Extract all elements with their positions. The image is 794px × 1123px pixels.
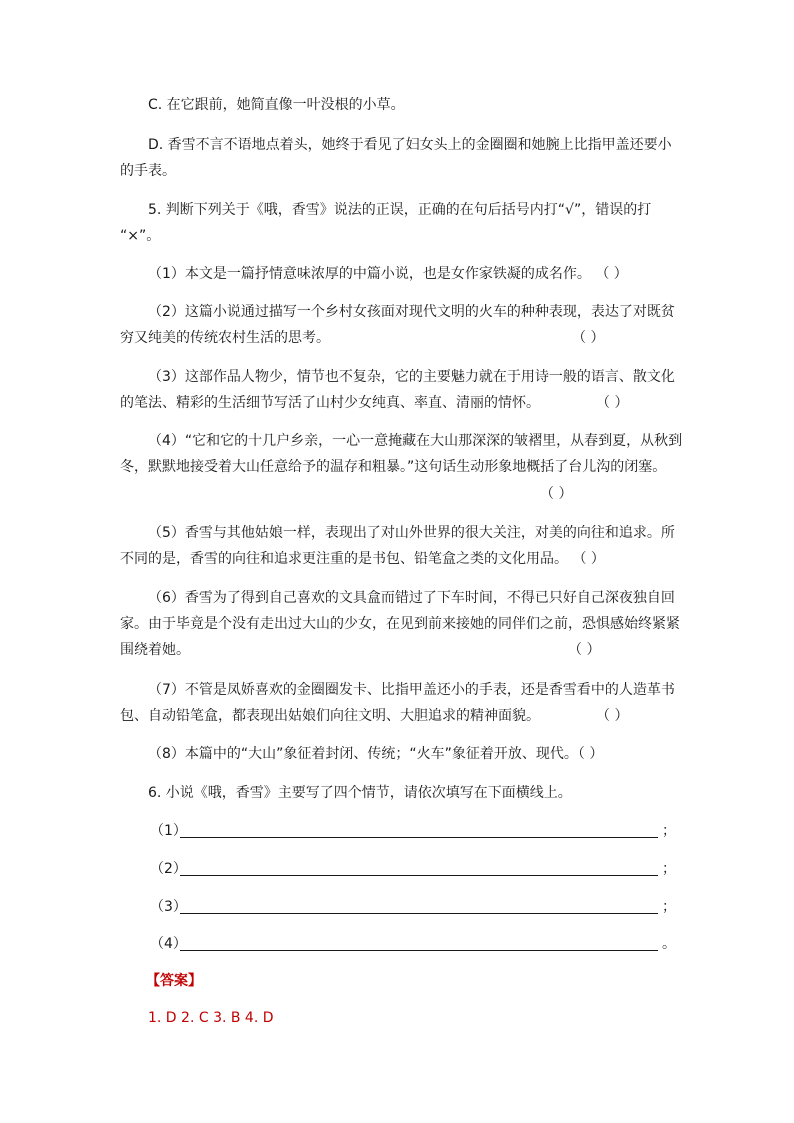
statement-3-paren: （ ） [596,395,629,411]
statement-7-line1: （7）不管是凤娇喜欢的金圈圈发卡、比指甲盖还小的手表，还是香雪看中的人造革书 [148,682,675,698]
fill-blank-1[interactable] [150,821,680,843]
fill-blank-end: ； [662,899,676,915]
statement-4-paren: （ ） [540,486,573,502]
option-c: C. 在它跟前，她简直像一叶没根的小草。 [148,97,405,113]
answer-label: 【答案】 [146,973,202,989]
option-d-line1: D. 香雪不言不语地点着头，她终于看见了妇女头上的金圈圈和她腕上比指甲盖还要小 [148,137,672,153]
question-5-line1: 5. 判断下列关于《哦，香雪》说法的正误，正确的在句后括号内打“√”，错误的打 [148,202,652,218]
fill-blank-number: （3） [150,899,187,915]
fill-blank-end: ； [662,823,676,839]
fill-blank-2[interactable] [150,859,680,881]
statement-2-paren: （ ） [572,330,605,346]
fill-blank-number: （4） [150,936,187,952]
fill-blank-number: （2） [150,861,187,877]
question-5-line2: “×”。 [120,228,161,244]
statement-6-paren: （ ） [568,642,601,658]
statement-3-line2: 的笔法、精彩的生活细节写活了山村少女纯真、率直、清丽的情怀。 [120,395,540,411]
fill-blank-line[interactable] [180,913,658,914]
statement-5-line1: （5）香雪与其他姑娘一样，表现出了对山外世界的很大关注，对美的向往和追求。所 [148,525,675,541]
statement-7-paren: （ ） [596,708,629,724]
statement-4-line2: 冬，默默地接受着大山任意给予的温存和粗暴。”这句话生动形象地概括了台儿沟的闭塞。 [120,459,667,475]
fill-blank-end: ； [662,861,676,877]
fill-blank-end: 。 [662,936,676,952]
statement-2-line1: （2）这篇小说通过描写一个乡村女孩面对现代文明的火车的种种表现，表达了对既贫 [148,304,675,320]
fill-blank-4[interactable] [150,934,680,956]
fill-blank-3[interactable] [150,897,680,919]
fill-blank-line[interactable] [180,837,658,838]
question-6: 6. 小说《哦，香雪》主要写了四个情节，请依次填写在下面横线上。 [148,785,572,801]
option-d-line2: 的手表。 [120,163,176,179]
fill-blank-line[interactable] [180,950,658,951]
statement-2-line2: 穷又纯美的传统农村生活的思考。 [120,330,330,346]
statement-7-line2: 包、自动铅笔盒，都表现出姑娘们向往文明、大胆追求的精神面貌。 [120,708,540,724]
statement-1: （1）本文是一篇抒情意味浓厚的中篇小说，也是女作家铁凝的成名作。 （ ） [148,266,628,282]
statement-6-line2: 家。由于毕竟是个没有走出过大山的少女，在见到前来接她的同伴们之前，恐惧感始终紧紧 [120,616,680,632]
statement-8: （8）本篇中的“大山”象征着封闭、传统；“火车”象征着开放、现代。（ ） [148,746,604,762]
statement-6-line1: （6）香雪为了得到自己喜欢的文具盒而错过了下车时间，不得已只好自己深夜独自回 [148,590,675,606]
statement-4-line1: （4）“它和它的十几户乡亲，一心一意掩藏在大山那深深的皱褶里，从春到夏，从秋到 [148,433,683,449]
answer-text: 1. D 2. C 3. B 4. D [148,1010,274,1026]
fill-blank-number: （1） [150,823,187,839]
statement-6-line3: 围绕着她。 [120,642,190,658]
statement-3-line1: （3）这部作品人物少，情节也不复杂，它的主要魅力就在于用诗一般的语言、散文化 [148,369,675,385]
statement-5-line2: 不同的是，香雪的向往和追求更注重的是书包、铅笔盒之类的文化用品。 （ ） [120,551,605,567]
fill-blank-line[interactable] [180,875,658,876]
